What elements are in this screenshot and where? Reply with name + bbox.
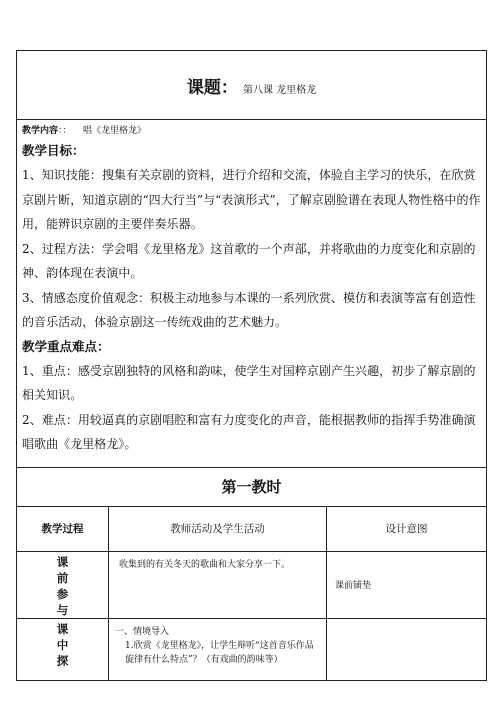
header-process: 教学过程 xyxy=(17,506,109,551)
goals-heading: 教学目标： xyxy=(22,143,85,158)
stage-char: 前 xyxy=(56,570,69,585)
keypoint-item: 1、重点：感受京剧独特的风格和韵味，使学生对国粹京剧产生兴趣，初步了解京剧的相关知识。 xyxy=(22,363,476,402)
stage-char: 与 xyxy=(56,602,69,617)
header-intent: 设计意图 xyxy=(327,506,487,551)
stage-cell xyxy=(17,618,109,680)
period-row xyxy=(17,467,487,506)
keypoints-heading: 教学重点难点： xyxy=(22,338,110,354)
activity-line: 一、情境导入 xyxy=(115,626,170,637)
goal-item: 2、过程方法：学会唱《龙里格龙》这首歌的一个声部，并将歌曲的力度变化和京剧的神、韵体现在表演中。 xyxy=(22,241,476,280)
goal-item: 3、情感态度价值观念：积极主动地参与本课的一系列欣赏、模仿和表演等富有创造性的音乐活动，体验京剧这一传统戏曲的艺术魅力。 xyxy=(22,290,476,329)
content-cell xyxy=(17,120,487,468)
stage-char: 中 xyxy=(56,637,69,652)
intent-cell xyxy=(327,618,487,680)
title-colon: ： xyxy=(220,77,238,98)
teaching-content-line xyxy=(22,124,481,139)
stage-char: 探 xyxy=(56,653,69,668)
stage-char: 课 xyxy=(56,621,69,636)
period-title: 第一教时 xyxy=(17,467,487,506)
keypoint-item: 2、难点：用较逼真的京剧唱腔和富有力度变化的声音，能根据教师的指挥手势准确演唱歌曲《龙里格龙》。 xyxy=(22,412,476,451)
teaching-content-colon: ：： xyxy=(58,126,72,136)
activity-cell xyxy=(109,618,327,680)
stage-char: 课 xyxy=(56,554,69,569)
lesson-plan-sheet xyxy=(16,50,486,681)
table-row xyxy=(17,618,487,680)
intent-cell: 课前铺垫 xyxy=(327,551,487,618)
title-row xyxy=(17,51,487,120)
stage-cell xyxy=(17,551,109,618)
teaching-content-value: 唱《龙里格龙》 xyxy=(82,126,146,136)
lesson-plan-table xyxy=(16,50,487,681)
activity-cell xyxy=(109,551,327,618)
table-row xyxy=(17,551,487,618)
title-label: 课题 xyxy=(186,77,221,98)
content-row xyxy=(17,120,487,468)
teaching-content-label: 教学内容 xyxy=(22,126,59,136)
title-cell xyxy=(17,51,487,120)
stage-char: 参 xyxy=(56,586,69,601)
header-activity: 教师活动及学生活动 xyxy=(109,506,327,551)
activity-line: 1.欣赏《龙里格龙》，让学生辩听“这首音乐作品旋律有什么特点”？（有戏曲的韵味等） xyxy=(125,640,314,665)
goal-item: 1、知识技能：搜集有关京剧的资料，进行介绍和交流，体验自主学习的快乐，在欣赏京剧片断，知道京剧的“四大行当”与“表演形式”，了解京剧脸谱在表现人物性格中的作用，能辨识京剧的主要伴奏乐器。 xyxy=(22,168,481,231)
activity-line: 收集到的有关冬天的歌曲和大家分享一下。 xyxy=(119,559,291,570)
lesson-name: 第八课 龙里格龙 xyxy=(242,84,317,96)
table-header-row xyxy=(17,506,487,551)
